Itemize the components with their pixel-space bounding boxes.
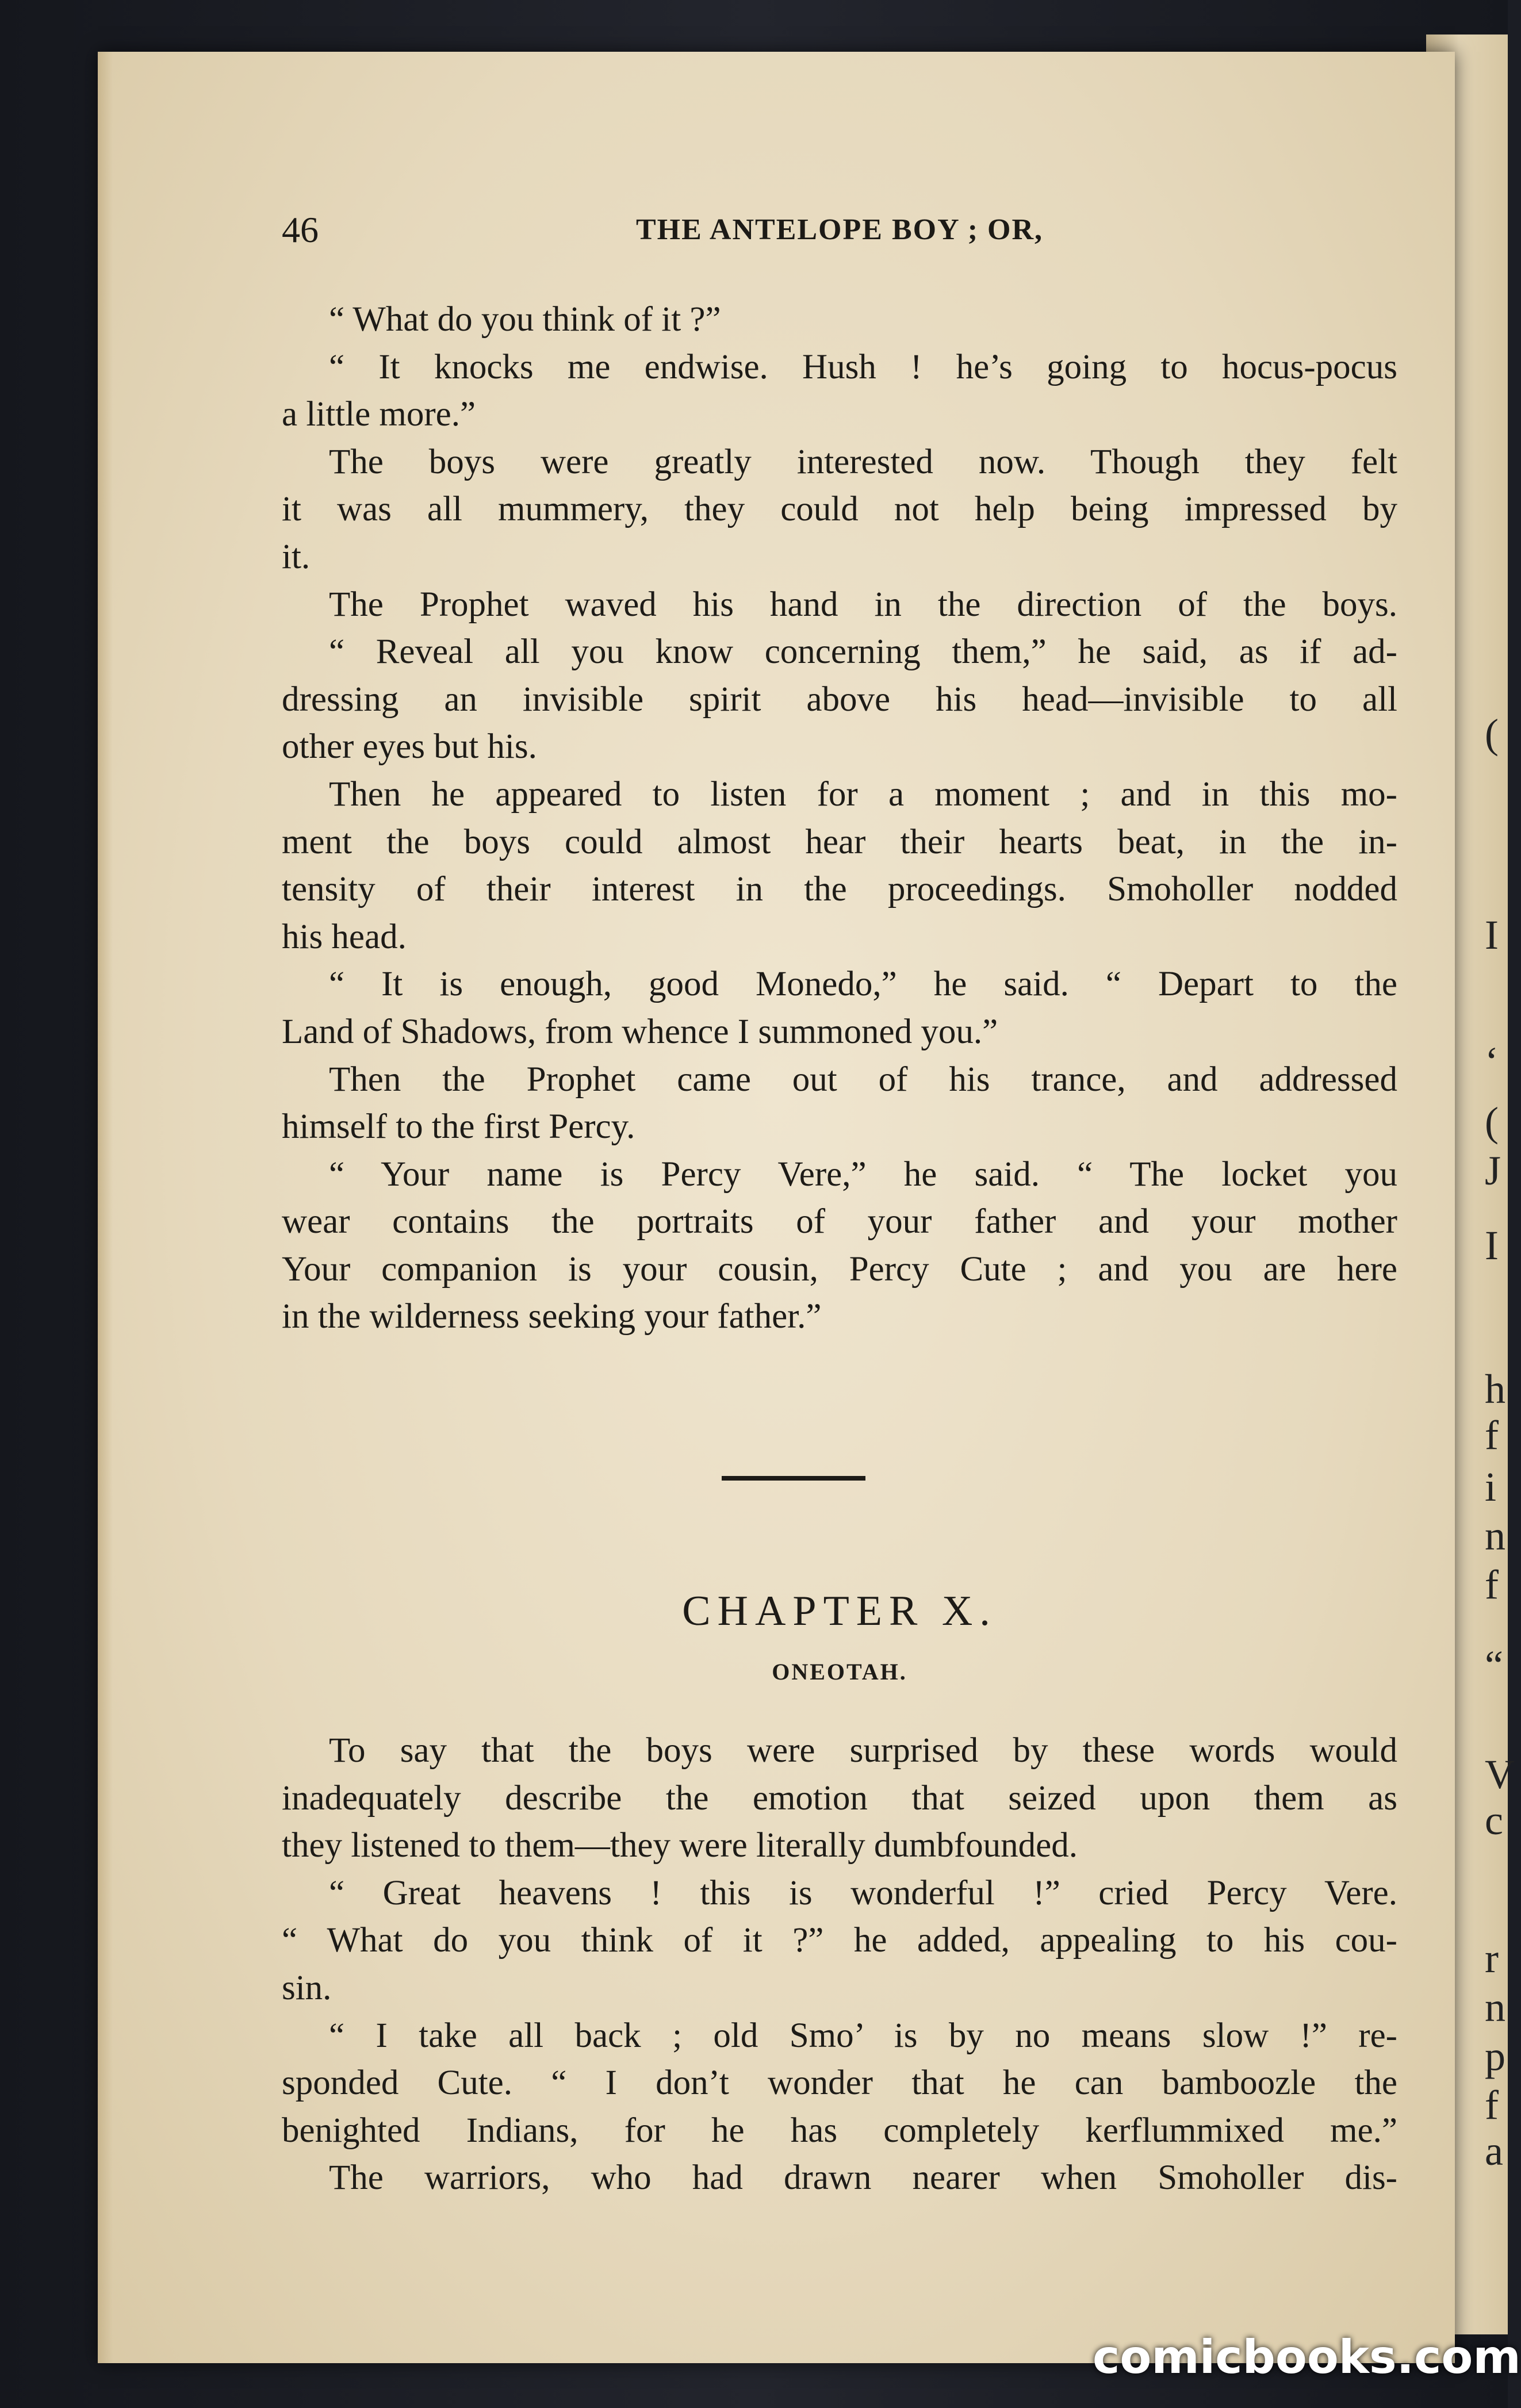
running-head: THE ANTELOPE BOY ; OR, [635,213,1044,246]
chapter-text [282,1727,1397,2202]
chapter-subtitle: ONEOTAH. [772,1659,907,1685]
text-line: “ It knocks me endwise. Hush ! he’s going to hocus-pocus [329,347,1397,386]
facing-page-fragment: V [1485,1751,1515,1797]
facing-page-fragment: a [1485,2128,1503,2174]
facing-page-fragment: ( [1485,711,1499,757]
facing-page-fragment: “ [1485,1642,1503,1688]
text-line: ment the boys could almost hear their hearts beat, in the in- [282,822,1397,861]
facing-page-fragment: r [1485,1935,1499,1981]
site-watermark: comicbooks.com [1093,2330,1521,2384]
page-header [282,204,1397,256]
text-line: wear contains the portraits of your father and your mother [282,1202,1397,1241]
facing-page-fragment: f [1485,2082,1499,2128]
text-line: himself to the first Percy. [282,1107,635,1147]
text-line: other eyes but his. [282,727,537,766]
text-line: “ What do you think of it ?” he added, appealing to his cou- [282,1921,1397,1960]
text-line: benighted Indians, for he has completely kerflummixed me.” [282,2111,1397,2150]
section-divider [722,1476,865,1481]
facing-page-fragment: n [1485,1984,1505,2030]
facing-page-fragment: p [1485,2033,1505,2079]
text-line: To say that the boys were surprised by these words would [329,1731,1397,1770]
text-line: tensity of their interest in the proceedings. Smoholler nodded [282,870,1397,909]
facing-page-fragment: I [1485,1222,1499,1268]
page-number: 46 [282,209,319,250]
facing-page-fragment: I [1485,912,1499,958]
facing-page-fragment: J [1485,1148,1501,1194]
text-line: “ Great heavens ! this is wonderful !” cried Percy Vere. [329,1873,1397,1912]
facing-page-fragment: c [1485,1797,1503,1843]
facing-page-fragment: n [1485,1513,1505,1559]
text-line: they listened to them—they were literally dumbfounded. [282,1826,1078,1865]
facing-page-fragment: ( [1485,1099,1499,1145]
facing-page-fragment: f [1485,1562,1499,1608]
chapter-title: CHAPTER X. [682,1588,997,1635]
text-line: Then the Prophet came out of his trance, and addressed [329,1060,1397,1099]
text-line: “ Your name is Percy Vere,” he said. “ The locket you [329,1155,1397,1194]
facing-page-fragment: f [1485,1412,1499,1458]
page-edge-shadow [98,52,113,2363]
text-line: The warriors, who had drawn nearer when Smoholler dis- [329,2158,1397,2198]
text-line: Land of Shadows, from whence I summoned you.” [282,1012,998,1051]
facing-page-fragment: ‘ [1485,1038,1499,1084]
text-line: sponded Cute. “ I don’t wonder that he can bamboozle the [282,2064,1397,2103]
text-line: it. [282,537,311,576]
text-line: The Prophet waved his hand in the direction of the boys. [329,585,1397,624]
text-line: sin. [282,1968,332,2007]
text-line: dressing an invisible spirit above his head—invisible to all [282,680,1397,719]
text-line: The boys were greatly interested now. Though they felt [329,442,1397,481]
text-line: inadequately describe the emotion that seized upon them as [282,1778,1397,1817]
facing-page-fragment: i [1485,1464,1497,1510]
text-line: Then he appeared to listen for a moment ; and in this mo- [329,774,1397,814]
text-line: a little more.” [282,395,476,434]
text-line: “ I take all back ; old Smo’ is by no means slow !” re- [329,2016,1397,2055]
text-line: it was all mummery, they could not help being impressed by [282,490,1397,529]
facing-page-fragment: h [1485,1366,1505,1412]
text-line: “ What do you think of it ?” [329,300,721,339]
text-line: his head. [282,917,407,956]
text-line: “ Reveal all you know concerning them,” he said, as if ad- [329,632,1397,672]
text-line: “ It is enough, good Monedo,” he said. “ Depart to the [329,965,1397,1004]
body-text [282,296,1397,1341]
text-line: in the wilderness seeking your father.” [282,1297,822,1336]
text-line: Your companion is your cousin, Percy Cute ; and you are here [282,1249,1397,1289]
